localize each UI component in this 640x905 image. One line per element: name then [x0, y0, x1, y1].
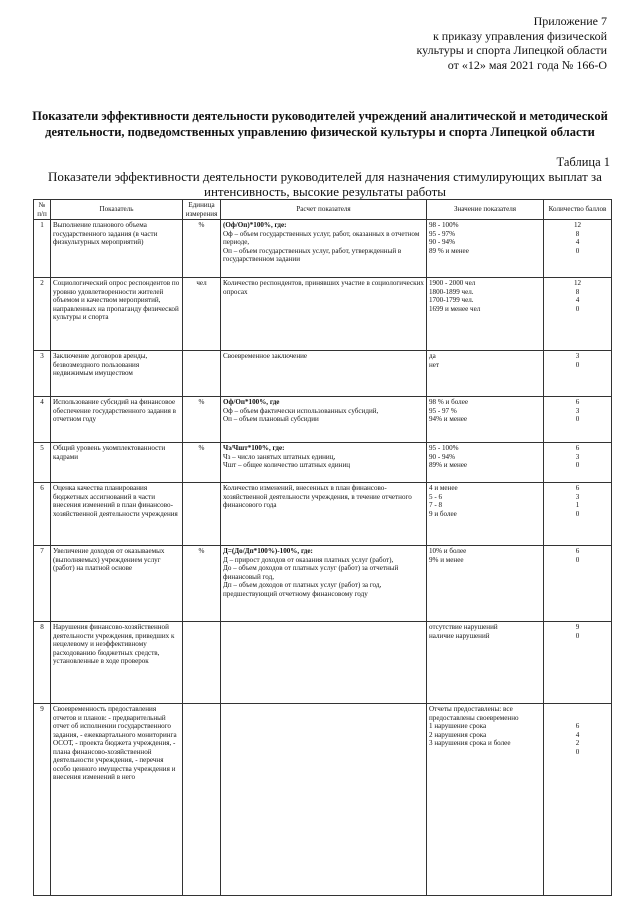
- points-line: 6: [575, 484, 580, 492]
- points-line: 0: [575, 747, 580, 756]
- points-cell: [544, 622, 612, 704]
- calc-line: Оп – объем государственных услуг, работ, утвержденный в государственном задании: [223, 246, 402, 263]
- value-line: 95 - 100%: [429, 444, 459, 452]
- table-row: [34, 622, 612, 704]
- value-line: 10% и более: [429, 547, 467, 555]
- points-line: 12: [573, 221, 582, 229]
- unit-cell: [183, 622, 221, 704]
- points-cell: [544, 351, 612, 397]
- indicator-cell: Своевременность предоставления отчетов и планов: - предварительный отчет об исполнении государственного задания, - ежеквартального мониторинга ОСОТ, - проекта бюджета учреждения, - плана финансово-хозяйственной деятельности учреждения, - перечня особо ценного имущества учреждения и внесения изменений в него: [51, 704, 183, 896]
- value-line: 95 - 97%: [429, 229, 456, 238]
- points-line: [546, 705, 609, 714]
- points-line: 12: [573, 279, 582, 287]
- unit-cell: [183, 351, 221, 397]
- calc-line: Д – прирост доходов от оказания платных услуг (работ),: [223, 555, 394, 564]
- value-line: наличие нарушений: [429, 631, 490, 640]
- table-row: [34, 546, 612, 622]
- value-line: да: [429, 352, 436, 360]
- unit-cell: %: [183, 443, 221, 483]
- calc-cell: [221, 397, 427, 443]
- points-line: 6: [575, 547, 580, 555]
- table-row: [34, 278, 612, 351]
- points-line: 1: [575, 501, 580, 509]
- value-line: 1 нарушение срока: [429, 722, 487, 730]
- indicators-table: [33, 199, 612, 896]
- appendix-line: к приказу управления физической: [432, 28, 607, 43]
- calc-formula: Оф/Оп*100%, где: [223, 398, 280, 406]
- row-number: 9: [34, 704, 51, 896]
- value-line: отсутствие нарушений: [429, 623, 498, 631]
- calc-line: Чшт – общее количество штатных единиц: [223, 461, 351, 469]
- calc-cell: [221, 278, 427, 351]
- points-cell: [544, 443, 612, 483]
- calc-line: Количество изменений, внесенных в план финансово-хозяйственной деятельности учреждения, в течение отчетного финансового года: [223, 484, 412, 509]
- row-number: 8: [34, 622, 51, 704]
- value-line: 89% и менее: [429, 461, 468, 469]
- indicator-cell: Выполнение планового объема государственного задания (в части физкультурных мероприятий): [51, 220, 183, 278]
- unit-cell: %: [183, 546, 221, 622]
- value-cell: [427, 351, 544, 397]
- points-line: 6: [575, 722, 580, 730]
- value-line: Отчеты предоставлены: все предоставлены своевременно: [429, 705, 519, 722]
- calc-cell: [221, 443, 427, 483]
- table-row: [34, 443, 612, 483]
- value-line: 90 - 94%: [429, 238, 456, 246]
- value-line: 4 и менее: [429, 484, 458, 492]
- value-line: 94% и менее: [429, 415, 468, 423]
- table-row: [34, 397, 612, 443]
- points-line: 8: [575, 287, 580, 296]
- table-header-row: [34, 200, 612, 220]
- unit-cell: [183, 704, 221, 896]
- document-title: Показатели эффективности деятельности руководителей учреждений аналитической и методической деятельности, подведомственных управлению физической культуры и спорта Липецкой области: [32, 109, 608, 139]
- indicator-cell: Использование субсидий на финансовое обеспечение государственного задания в отчетном году: [51, 397, 183, 443]
- value-cell: [427, 704, 544, 896]
- value-line: 2 нарушения срока: [429, 730, 487, 739]
- value-line: 1699 и менее чел: [429, 304, 481, 313]
- calc-cell: [221, 622, 427, 704]
- value-line: 98 % и более: [429, 398, 469, 406]
- appendix-block: [417, 14, 608, 72]
- value-line: 1800-1899 чел.: [429, 287, 474, 296]
- points-line: 0: [575, 631, 580, 640]
- calc-cell: [221, 220, 427, 278]
- calc-cell: [221, 483, 427, 546]
- points-line: 0: [575, 246, 580, 255]
- points-line: 2: [575, 739, 580, 747]
- calc-cell: [221, 351, 427, 397]
- header-calc: Расчет показателя: [221, 200, 427, 220]
- value-line: 9 и более: [429, 509, 457, 518]
- points-line: 4: [575, 238, 580, 246]
- calc-line: Дп – объем доходов от платных услуг (работ) за год, предшествующий отчетному финансовому году: [223, 581, 382, 598]
- points-line: 0: [575, 304, 580, 313]
- calc-line: Оф – объем государственных услуг, работ, оказанных в отчетном периоде,: [223, 229, 420, 246]
- value-cell: [427, 622, 544, 704]
- calc-formula: (Оф/Оп)*100%, где:: [223, 221, 287, 229]
- calc-line: Чз – число занятых штатных единиц,: [223, 452, 336, 461]
- calc-line: Своевременное заключение: [223, 352, 308, 360]
- calc-line: До – объем доходов от платных услуг (работ) за отчетный финансовый год,: [223, 564, 399, 581]
- points-line: 0: [575, 461, 580, 469]
- points-line: 0: [575, 360, 580, 369]
- value-line: 1700-1799 чел.: [429, 296, 474, 304]
- points-line: 8: [575, 229, 580, 238]
- points-cell: [544, 278, 612, 351]
- points-cell: [544, 483, 612, 546]
- points-cell: [544, 220, 612, 278]
- points-cell: [544, 397, 612, 443]
- table-subtitle: Показатели эффективности деятельности руководителей для назначения стимулирующих выплат за интенсивность, высокие результаты работы: [48, 169, 602, 199]
- indicator-cell: Увеличение доходов от оказываемых (выполняемых) учреждением услуг (работ) на платной основе: [51, 546, 183, 622]
- calc-formula: Чз/Чшт*100%, где:: [223, 444, 285, 452]
- row-number: 4: [34, 397, 51, 443]
- value-cell: [427, 483, 544, 546]
- points-line: 6: [575, 398, 580, 406]
- calc-formula: Д=(До/Дп*100%)-100%, где:: [223, 547, 313, 555]
- indicator-cell: Оценка качества планирования бюджетных ассигнований в части внесения изменений в план финансово-хозяйственной деятельности учреждения: [51, 483, 183, 546]
- value-line: 98 - 100%: [429, 221, 459, 229]
- points-cell: [544, 704, 612, 896]
- row-number: 1: [34, 220, 51, 278]
- calc-cell: [221, 704, 427, 896]
- table-row: [34, 704, 612, 896]
- points-cell: [544, 546, 612, 622]
- row-number: 2: [34, 278, 51, 351]
- calc-line: Оф – объем фактически использованных субсидий,: [223, 406, 379, 415]
- points-line: 3: [575, 452, 580, 461]
- points-line: 0: [575, 415, 580, 423]
- value-line: 3 нарушения срока и более: [429, 739, 511, 747]
- unit-cell: %: [183, 397, 221, 443]
- points-line: [546, 714, 609, 723]
- header-num: № п/п: [34, 200, 51, 220]
- unit-cell: %: [183, 220, 221, 278]
- value-cell: [427, 220, 544, 278]
- table-row: [34, 220, 612, 278]
- appendix-line: Приложение 7: [533, 14, 607, 28]
- value-cell: [427, 397, 544, 443]
- table-row: [34, 483, 612, 546]
- value-cell: [427, 443, 544, 483]
- table-row: [34, 351, 612, 397]
- appendix-line: культуры и спорта Липецкой области: [416, 43, 607, 57]
- value-line: 9% и менее: [429, 555, 464, 564]
- points-line: 6: [575, 444, 580, 452]
- points-line: 0: [575, 509, 580, 518]
- value-line: нет: [429, 360, 440, 369]
- row-number: 5: [34, 443, 51, 483]
- header-unit: Единица измерения: [183, 200, 221, 220]
- header-indicator: Показатель: [51, 200, 183, 220]
- calc-line: Оп – объем плановый субсидии: [223, 415, 319, 423]
- indicator-cell: Социологический опрос респондентов по уровню удовлетворенности жителей объемом и качеством мероприятий, направленных на пропаганду физической культуры и спорта: [51, 278, 183, 351]
- value-line: 7 - 8: [429, 501, 443, 509]
- indicator-cell: Заключение договоров аренды, безвозмездного пользования недвижимым имуществом: [51, 351, 183, 397]
- indicator-cell: Общий уровень укомплектованности кадрами: [51, 443, 183, 483]
- indicator-cell: Нарушения финансово-хозяйственной деятельности учреждения, приведших к нецелевому и неэффективному расходованию бюджетных средств, установленные в ходе проверок: [51, 622, 183, 704]
- unit-cell: [183, 483, 221, 546]
- points-line: 4: [575, 296, 580, 304]
- points-line: 3: [575, 406, 580, 415]
- header-points: Количество баллов: [544, 200, 612, 220]
- value-line: 1900 - 2000 чел: [429, 279, 476, 287]
- value-line: 90 - 94%: [429, 452, 456, 461]
- table-label: Таблица 1: [556, 155, 610, 169]
- calc-line: Количество респондентов, принявших участие в социологических опросах: [223, 279, 424, 296]
- value-cell: [427, 278, 544, 351]
- points-line: 9: [575, 623, 580, 631]
- row-number: 6: [34, 483, 51, 546]
- calc-cell: [221, 546, 427, 622]
- value-line: 95 - 97 %: [429, 406, 457, 415]
- row-number: 3: [34, 351, 51, 397]
- value-cell: [427, 546, 544, 622]
- points-line: 0: [575, 555, 580, 564]
- points-line: 4: [575, 730, 580, 739]
- unit-cell: чел: [183, 278, 221, 351]
- appendix-line: от «12» мая 2021 года № 166-О: [447, 57, 607, 72]
- row-number: 7: [34, 546, 51, 622]
- value-line: 5 - 6: [429, 492, 443, 501]
- points-line: 3: [575, 352, 580, 360]
- points-line: 3: [575, 492, 580, 501]
- value-line: 89 % и менее: [429, 246, 469, 255]
- header-value: Значение показателя: [427, 200, 544, 220]
